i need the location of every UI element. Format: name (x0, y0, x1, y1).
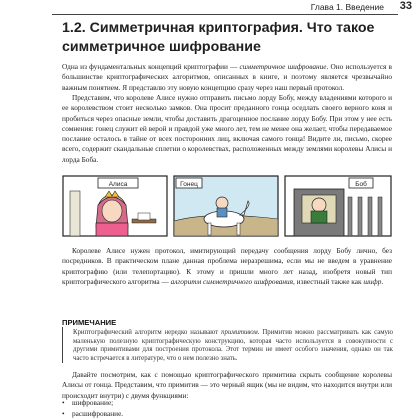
list-item-text: расшифрование. (72, 408, 124, 418)
term-emphasis: алгоритм симметричного шифрования (170, 276, 294, 286)
paragraph-story: Представим, что королеве Алисе нужно отправить письмо лорду Бобу, между владениями которого и ее королевством стоит несколько замков. Она просит преданного гонца оседлать своего верного коня и пробиться через опасные земли, чтобы доставить драгоценное послание лорду Бобу. При этом у нее есть сомнения: гонец служит ей верой и правдой уже много лет, тем не менее она желает, чтобы передаваемое послание осталось в тайне от всех посторонних лиц, включая самого гонца! Видите ли, письмо, скорее всего, содержит скандальные сплетни о королевствах, расположенных между землями королевы Алисы и лорда Боба. (62, 93, 392, 164)
note-text-part: Криптографический алгоритм нередко называют (73, 329, 222, 336)
comic-strip (62, 175, 392, 237)
function-list (62, 398, 123, 419)
comic-label-messenger: Гонец (180, 181, 198, 188)
paragraph-text: Одна из фундаментальных концепций криптографии — (62, 62, 240, 71)
paragraph-cipher (62, 246, 392, 287)
page-number: 33 (399, 0, 412, 12)
paragraph-intro (62, 62, 392, 93)
section-title: 1.2. Симметричная криптография. Что такое симметричное шифрование (62, 20, 375, 55)
list-item (62, 398, 123, 409)
header-rule (52, 14, 398, 15)
note-block (62, 327, 393, 363)
paragraph-text: . (381, 276, 384, 286)
comic-label-alice: Алиса (108, 181, 128, 188)
comic-panel-alice (63, 176, 167, 236)
note-text-part: . Примитив можно рассматривать как самую маленькую полезную криптографическую конструкцию, которая часто используется в совокупности с другими примитивами для построения протокола. Этот термин не имеет особого значения, однако он так часто встречается в литературе, что о нем полезно знать. (73, 329, 394, 363)
list-item (62, 409, 123, 420)
comic-panel-messenger (174, 176, 278, 236)
note-title: ПРИМЕЧАНИЕ (62, 318, 117, 327)
term-emphasis: примитивом (221, 329, 258, 336)
paragraph-primitive: Давайте посмотрим, как с помощью криптографического примитива скрыть сообщение королевы Алисы от гонца. Представим, что примитив — это черный ящик (мы не видим, что находится внутри или происходит внутри) с двумя функциями: (62, 370, 392, 400)
comic-panel-bob (285, 176, 391, 236)
paragraph-text: , известный также как (293, 276, 364, 286)
chapter-title: Глава 1. Введение (310, 2, 384, 12)
comic-label-bob: Боб (355, 181, 367, 188)
bullet-icon: • (62, 408, 65, 418)
term-emphasis: симметричное шифрование (239, 62, 327, 71)
running-head (0, 0, 420, 14)
paragraph-text: . Оно используется в большинстве криптографических алгоритмов, описанных в книге, и поэтому является чрезвычайно важным понятием. Я представлю эту новую концепцию сразу через наш первый протокол. (62, 62, 393, 92)
paragraph-text: Королеве Алисе нужен протокол, имитирующий передачу сообщения лорду Бобу лично, без посредников. В практическом плане данная проблема неразрешима, если мы не введем в уравнение криптографию (или телепортацию). К этому и пришли много лет назад, изобретя новый тип криптографического алгоритма — (62, 246, 392, 286)
note-text (63, 327, 393, 364)
bullet-icon: • (62, 398, 65, 407)
term-emphasis: шифр (363, 276, 382, 286)
list-item-text: шифрование; (72, 398, 114, 407)
